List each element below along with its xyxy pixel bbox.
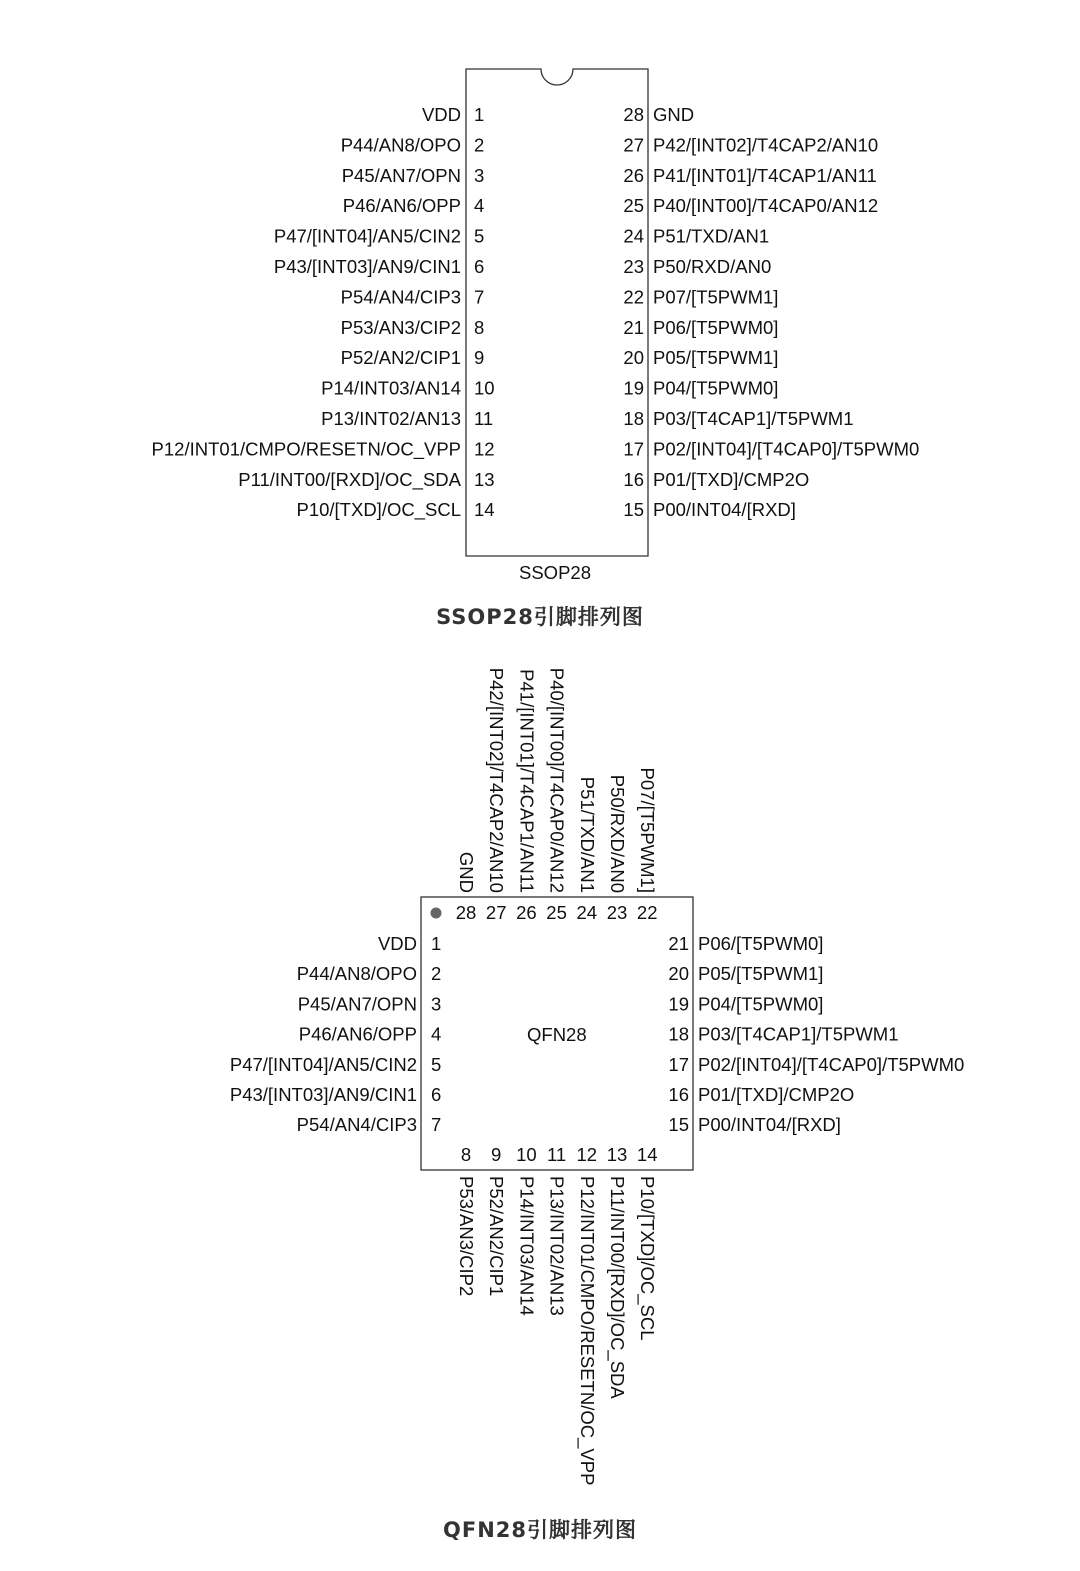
pin-number-label: 18	[668, 1023, 689, 1045]
pin-name-label: GND	[653, 104, 695, 125]
pin-number-label: 24	[576, 902, 598, 923]
pin-name-label: P47/[INT04]/AN5/CIN2	[273, 225, 461, 247]
pin-number-label: 24	[623, 225, 644, 247]
pin-name-label: P51/TXD/AN1	[576, 776, 598, 893]
pin-number-label: 12	[576, 1144, 598, 1165]
pin-name-label: P46/AN6/OPP	[298, 1023, 417, 1045]
pin-name-label: P03/[T4CAP1]/T5PWM1	[653, 408, 854, 429]
pin-number-label: 25	[546, 902, 567, 923]
pin-number-label: 5	[431, 1053, 442, 1075]
pin-name-label: P14/INT03/AN14	[321, 377, 461, 399]
pin-name-label: P12/INT01/CMPO/RESETN/OC_VPP	[576, 1176, 598, 1486]
pin-number-label: 3	[474, 164, 485, 186]
pin-name-label: P05/[T5PWM1]	[698, 963, 824, 985]
pin-number-label: 18	[623, 408, 644, 429]
pin-number-label: 17	[623, 438, 644, 460]
pin-number-label: 9	[474, 347, 485, 369]
pin-name-label: P44/AN8/OPO	[340, 134, 461, 156]
pin-name-label: P02/[INT04]/[T4CAP0]/T5PWM0	[698, 1053, 965, 1075]
pin-name-label: P40/[INT00]/T4CAP0/AN12	[653, 195, 879, 217]
pin-number-label: 10	[474, 377, 495, 399]
qfn28-right-pins	[668, 933, 964, 1135]
pin-name-label: P00/INT04/[RXD]	[698, 1114, 841, 1136]
pin-name-label: P07/[T5PWM1]	[637, 767, 659, 893]
pin-number-label: 12	[474, 438, 495, 460]
pin-number-label: 13	[606, 1144, 628, 1165]
pin-number-label: 1	[474, 104, 485, 125]
pin-name-label: P12/INT01/CMPO/RESETN/OC_VPP	[151, 438, 461, 460]
pin-number-label: 3	[431, 993, 442, 1015]
pin-number-label: 4	[431, 1023, 442, 1045]
pin-number-label: 15	[668, 1114, 689, 1136]
pin-name-label: P47/[INT04]/AN5/CIN2	[229, 1053, 417, 1075]
pin-number-label: 8	[474, 316, 485, 338]
pin-name-label: P53/AN3/CIP2	[456, 1176, 477, 1297]
pin-number-label: 21	[623, 316, 644, 338]
pin-number-label: 22	[623, 286, 644, 308]
pin-number-label: 23	[623, 256, 644, 277]
pin-name-label: P04/[T5PWM0]	[653, 377, 779, 399]
pin-name-label: P42/[INT02]/T4CAP2/AN10	[486, 667, 508, 893]
pin-number-label: 11	[546, 1144, 567, 1165]
pin-number-label: 16	[668, 1084, 689, 1105]
pin-number-label: 1	[431, 933, 442, 954]
pin-number-label: 19	[623, 377, 644, 399]
qfn28-package-label: QFN28	[527, 1024, 587, 1045]
pin-name-label: P41/[INT01]/T4CAP1/AN11	[516, 669, 538, 893]
pin-number-label: 14	[636, 1144, 658, 1165]
pin-name-label: P42/[INT02]/T4CAP2/AN10	[653, 134, 879, 156]
pin-name-label: P01/[TXD]/CMP2O	[698, 1084, 855, 1105]
pin-number-label: 15	[623, 499, 644, 521]
pin-number-label: 14	[474, 499, 495, 521]
pin-number-label: 22	[636, 902, 658, 923]
pin-number-label: 7	[474, 286, 485, 308]
qfn28-bottom-pins	[456, 1144, 658, 1485]
pin-number-label: 5	[474, 225, 485, 247]
pin-number-label: 2	[431, 963, 442, 985]
pin-number-label: 26	[623, 164, 644, 186]
pin-name-label: P52/AN2/CIP1	[340, 347, 461, 369]
pin-name-label: P02/[INT04]/[T4CAP0]/T5PWM0	[653, 438, 920, 460]
pin-number-label: 6	[431, 1084, 442, 1105]
pin-number-label: 9	[491, 1144, 502, 1165]
pin-number-label: 13	[474, 468, 495, 490]
pin-number-label: 25	[623, 195, 644, 217]
pin-number-label: 10	[516, 1144, 537, 1165]
qfn28-caption: QFN28引脚排列图	[443, 1518, 637, 1542]
pin-name-label: P45/AN7/OPN	[297, 993, 417, 1015]
pin-number-label: 27	[623, 134, 644, 156]
qfn28-top-pins	[456, 668, 658, 923]
pin-name-label: P45/AN7/OPN	[341, 164, 461, 186]
qfn28-left-pins	[230, 933, 441, 1135]
pin-name-label: P41/[INT01]/T4CAP1/AN11	[653, 164, 877, 186]
pin-name-label: P50/RXD/AN0	[607, 774, 628, 893]
ssop28-package-label: SSOP28	[519, 562, 591, 583]
pin-number-label: 28	[623, 104, 644, 125]
pin-name-label: P13/INT02/AN13	[546, 1176, 568, 1316]
pin-name-label: P54/AN4/CIP3	[296, 1114, 417, 1136]
pin-number-label: 26	[516, 902, 537, 923]
pin-number-label: 11	[474, 408, 494, 429]
pin-number-label: 6	[474, 256, 485, 277]
pin-name-label: P01/[TXD]/CMP2O	[653, 468, 810, 490]
pin-name-label: P53/AN3/CIP2	[340, 316, 461, 338]
pin-name-label: P11/INT00/[RXD]/OC_SDA	[238, 468, 461, 490]
pin-name-label: P05/[T5PWM1]	[653, 347, 779, 369]
pin-name-label: P04/[T5PWM0]	[698, 993, 824, 1015]
pin-number-label: 7	[431, 1114, 442, 1136]
pin-number-label: 21	[668, 933, 689, 954]
pin-name-label: P51/TXD/AN1	[653, 225, 770, 247]
pin-name-label: P11/INT00/[RXD]/OC_SDA	[607, 1176, 628, 1399]
pin-name-label: P43/[INT03]/AN9/CIN1	[273, 256, 461, 277]
pin-name-label: P44/AN8/OPO	[296, 963, 417, 985]
pin-name-label: P46/AN6/OPP	[342, 195, 461, 217]
pin-number-label: 27	[485, 902, 507, 923]
pin-name-label: P14/INT03/AN14	[516, 1176, 538, 1316]
pin-name-label: VDD	[421, 104, 461, 125]
pin-name-label: P06/[T5PWM0]	[698, 933, 824, 954]
pin-number-label: 20	[668, 963, 689, 985]
pin-name-label: P10/[TXD]/OC_SCL	[296, 499, 461, 521]
pin-name-label: P03/[T4CAP1]/T5PWM1	[698, 1023, 899, 1045]
pin-number-label: 17	[668, 1053, 689, 1075]
pin-name-label: P43/[INT03]/AN9/CIN1	[229, 1084, 417, 1105]
pin-number-label: 16	[623, 468, 644, 490]
pin1-marker-dot	[431, 908, 442, 919]
pin-name-label: P13/INT02/AN13	[321, 408, 461, 429]
pin-number-label: 23	[606, 902, 628, 923]
pin-number-label: 2	[474, 134, 485, 156]
pin-name-label: P40/[INT00]/T4CAP0/AN12	[546, 667, 568, 893]
pin-name-label: P50/RXD/AN0	[653, 256, 772, 277]
pin-number-label: 20	[623, 347, 644, 369]
pin-number-label: 19	[668, 993, 689, 1015]
ssop28-caption: SSOP28引脚排列图	[436, 605, 644, 629]
pin-name-label: GND	[456, 851, 477, 893]
pin-name-label: P10/[TXD]/OC_SCL	[637, 1176, 659, 1341]
pin-name-label: P54/AN4/CIP3	[340, 286, 461, 308]
pin-name-label: VDD	[377, 933, 417, 954]
pin-number-label: 28	[455, 902, 477, 923]
pin-number-label: 8	[460, 1144, 472, 1165]
pin-name-label: P00/INT04/[RXD]	[653, 499, 796, 521]
pin-name-label: P06/[T5PWM0]	[653, 316, 779, 338]
pin-name-label: P52/AN2/CIP1	[486, 1176, 508, 1297]
pin-name-label: P07/[T5PWM1]	[653, 286, 779, 308]
pin-number-label: 4	[474, 195, 485, 217]
